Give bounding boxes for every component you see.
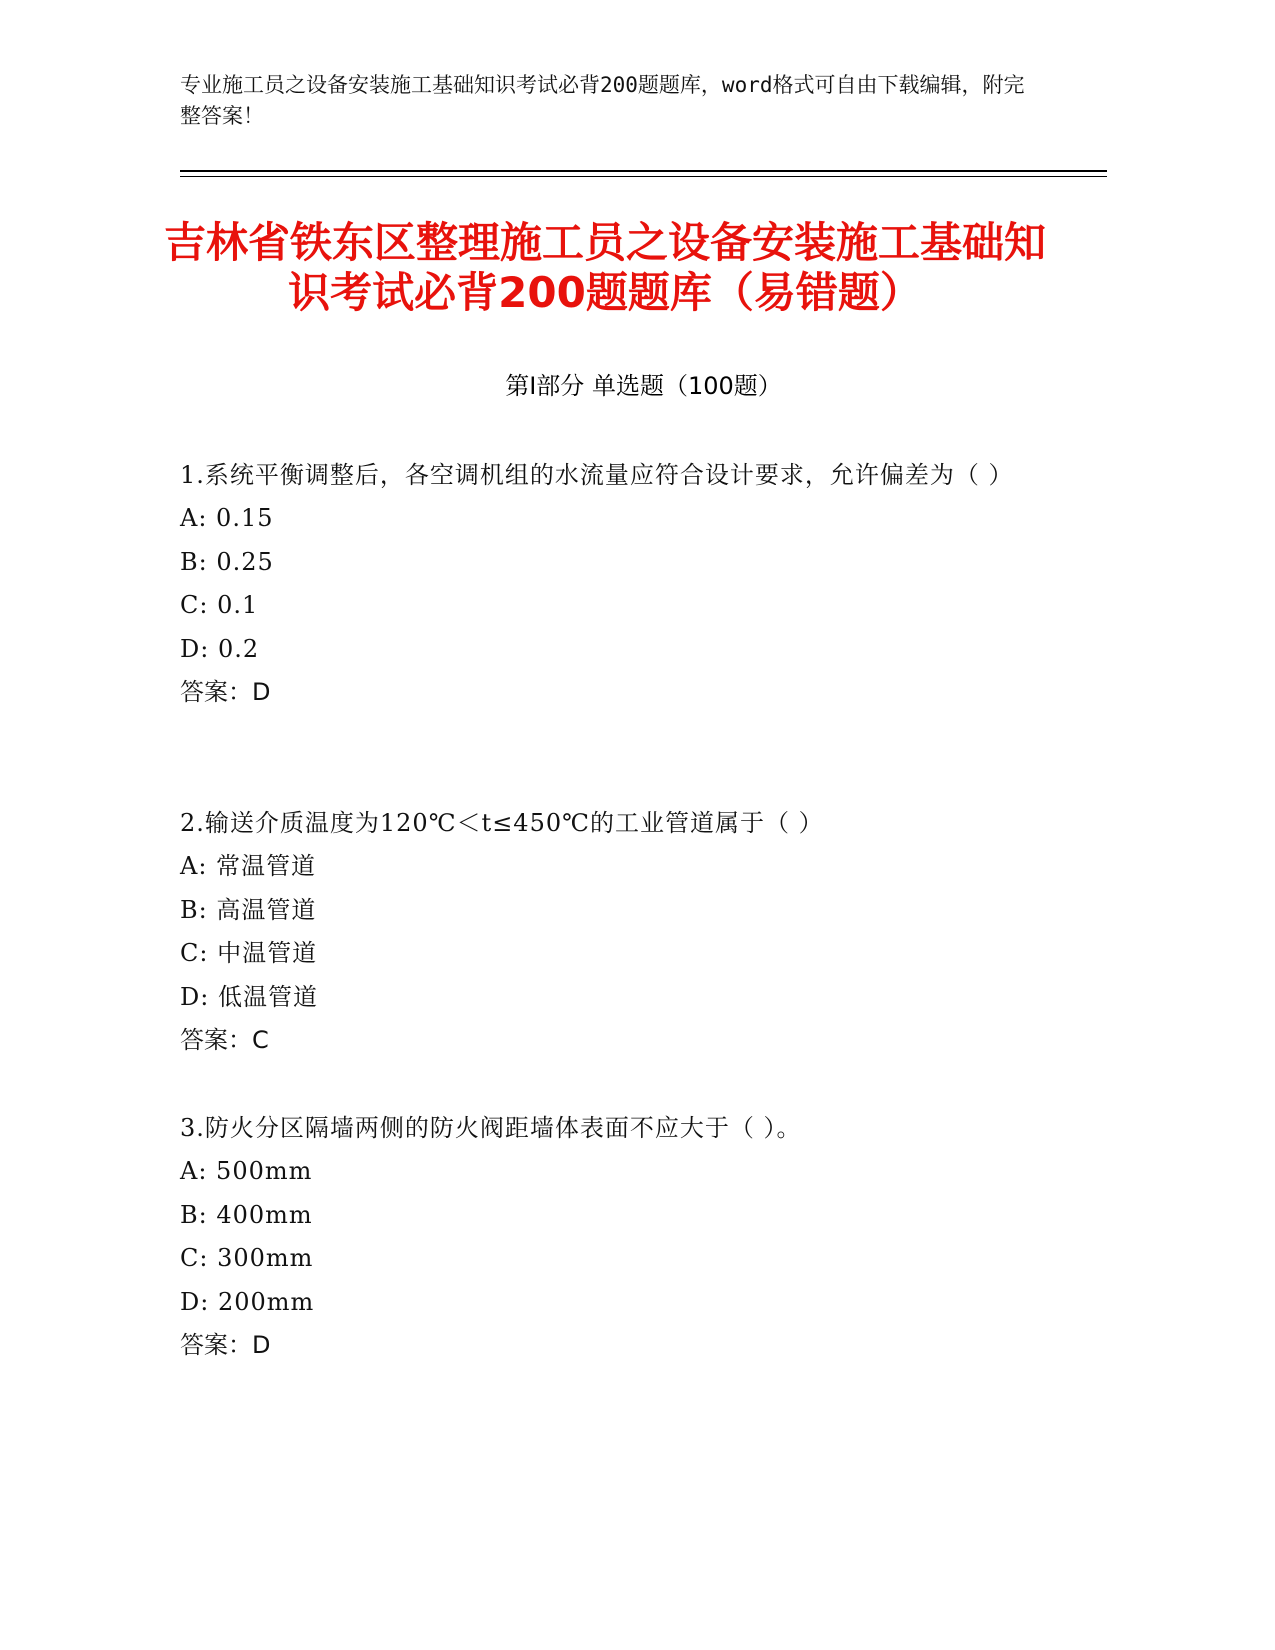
option-d: D: 200mm	[180, 1287, 315, 1316]
option-c: C: 中温管道	[180, 939, 318, 967]
option-b: B: 高温管道	[180, 895, 317, 924]
option-a: A: 常温管道	[180, 852, 317, 880]
question-stem: 2.输送介质温度为120℃＜t≤450℃的工业管道属于（ ）	[180, 809, 824, 837]
answer-line: 答案：C	[180, 1026, 269, 1054]
question-block	[180, 1107, 1020, 1367]
document-title: 吉林省铁东区整理施工员之设备安装施工基础知识考试必背200题题库（易错题）	[163, 218, 1046, 317]
question-block	[180, 454, 1020, 714]
answer-line: 答案：D	[180, 1331, 271, 1359]
option-a: A: 0.15	[180, 504, 274, 532]
option-b: B: 400mm	[180, 1200, 313, 1229]
option-b: B: 0.25	[180, 547, 274, 576]
header-rule-thick	[180, 170, 1107, 172]
header-rule-thin	[180, 176, 1107, 177]
header-note: 专业施工员之设备安装施工基础知识考试必背200题题库，word格式可自由下载编辑，附完整答案！	[180, 73, 1025, 128]
section-heading: 第I部分 单选题（100题）	[505, 372, 782, 400]
option-c: C: 0.1	[180, 591, 259, 619]
answer-line: 答案：D	[180, 678, 271, 706]
option-d: D: 0.2	[180, 634, 260, 663]
question-stem: 1.系统平衡调整后，各空调机组的水流量应符合设计要求，允许偏差为（ ）	[180, 461, 1014, 489]
question-block	[180, 802, 1020, 1062]
question-stem: 3.防火分区隔墙两侧的防火阀距墙体表面不应大于（ ）。	[180, 1114, 802, 1142]
option-d: D: 低温管道	[180, 982, 318, 1011]
option-a: A: 500mm	[180, 1157, 313, 1185]
option-c: C: 300mm	[180, 1244, 314, 1272]
